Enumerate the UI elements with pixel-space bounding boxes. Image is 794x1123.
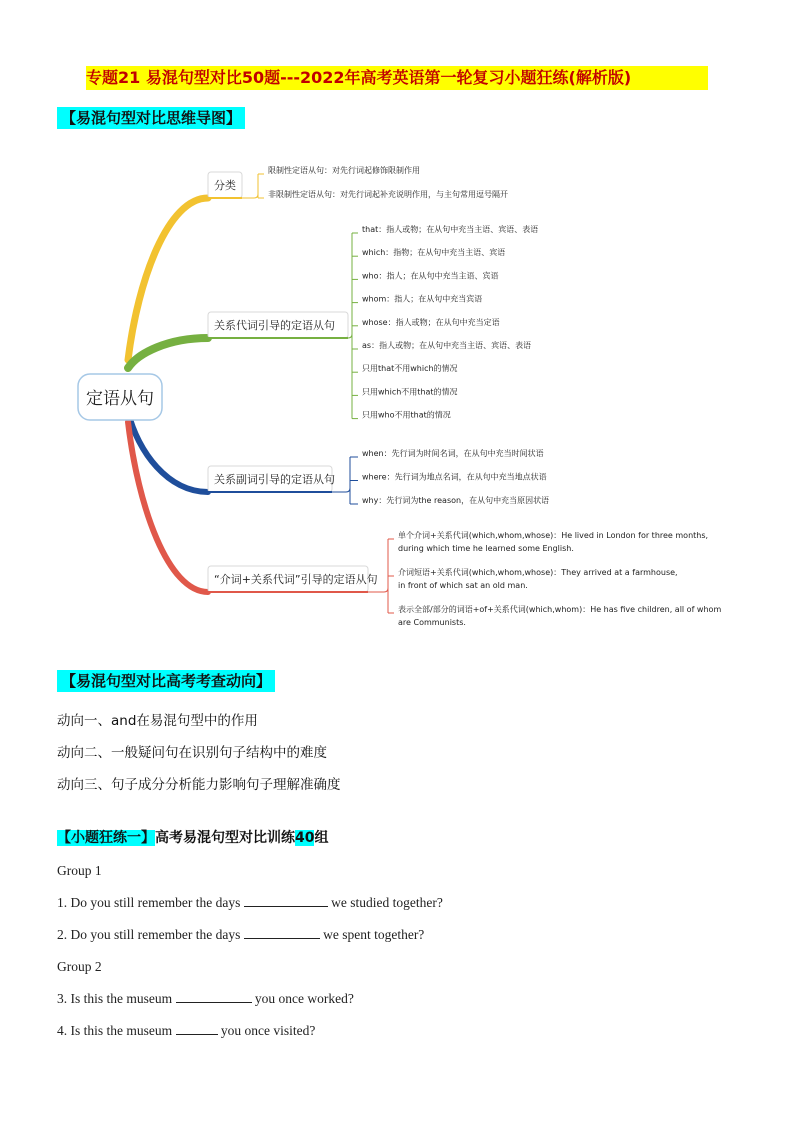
question-4	[57, 1022, 315, 1040]
mindmap-leaf-3-1: when：先行词为时间名词，在从句中充当时间状语	[362, 449, 544, 458]
mindmap-leaf-2-2: which：指物；在从句中充当主语、宾语	[362, 248, 506, 258]
mindmap-bracket-stem-4	[368, 588, 388, 592]
question-3-after: you once worked?	[254, 991, 354, 1006]
question-3	[57, 990, 354, 1008]
answer-blank-2[interactable]	[244, 926, 320, 939]
question-1-before: 1. Do you still remember the days	[57, 895, 241, 910]
question-2-after: we spent together?	[323, 927, 425, 942]
document-title: 专题21 易混句型对比50题---2022年高考英语第一轮复习小题狂练(解析版)	[86, 66, 708, 90]
mindmap-bracket-stem-1	[242, 194, 258, 198]
mindmap-leaf-3-2: where：先行词为地点名词，在从句中充当地点状语	[362, 472, 547, 482]
question-4-before: 4. Is this the museum	[57, 1023, 173, 1038]
mindmap-group	[78, 165, 721, 627]
mindmap-leaf-1-2: 非限制性定语从句：对先行词起补充说明作用，与主句常用逗号隔开	[268, 190, 508, 199]
mindmap-branch-label-1: 分类	[214, 179, 236, 192]
trend-item-3: 动向三、句子成分分析能力影响句子理解准确度	[57, 777, 341, 793]
mindmap-leaf-4-2-cont: in front of which sat an old man.	[398, 581, 528, 590]
mindmap-bracket-stem-3	[332, 488, 350, 492]
mindmap-leaf-3-3: why：先行词为the reason，在从句中充当原因状语	[362, 496, 550, 505]
mindmap-leaf-4-2: 介词短语+关系代词(which,whom,whose)：They arrived at a farmhouse,	[398, 568, 678, 577]
trend-item-1: 动向一、and在易混句型中的作用	[57, 713, 258, 729]
mindmap-branch-label-3: 关系副词引导的定语从句	[214, 473, 335, 486]
answer-blank-1[interactable]	[244, 894, 328, 907]
question-1	[57, 894, 443, 912]
mindmap-leaf-2-3: who：指人；在从句中充当主语、宾语	[362, 271, 499, 281]
answer-blank-4[interactable]	[176, 1022, 218, 1035]
mindmap-branch-label-4: “介词+关系代词”引导的定语从句	[214, 573, 378, 586]
mindmap-leaf-2-7: 只用that不用which的情况	[362, 364, 458, 374]
question-3-before: 3. Is this the museum	[57, 991, 173, 1006]
mindmap-heading: 【易混句型对比思维导图】	[57, 107, 245, 129]
mindmap-leaf-4-3: 表示全部/部分的词语+of+关系代词(which,whom)：He has five children, all of whom	[398, 605, 722, 614]
group-label-1: Group 1	[57, 863, 102, 878]
drill-heading	[57, 828, 328, 848]
mindmap-root-label: 定语从句	[86, 389, 154, 409]
mindmap-bracket-stem-2	[348, 334, 352, 338]
question-1-after: we studied together?	[331, 895, 443, 910]
mindmap-leaf-1-1: 限制性定语从句：对先行词起修饰限制作用	[268, 166, 420, 175]
drill-heading-number: 40	[295, 830, 315, 846]
mindmap-diagram	[0, 140, 794, 640]
mindmap-leaf-2-4: whom：指人；在从句中充当宾语	[362, 294, 483, 304]
question-2-before: 2. Do you still remember the days	[57, 927, 241, 942]
drill-heading-prefix: 【小题狂练一】	[57, 830, 155, 846]
question-2	[57, 926, 424, 944]
mindmap-leaf-2-6: as：指人或物；在从句中充当主语、宾语、表语	[362, 341, 532, 350]
trends-heading: 【易混句型对比高考考查动向】	[57, 670, 275, 692]
mindmap-leaf-4-3-cont: are Communists.	[398, 618, 466, 627]
drill-heading-middle: 高考易混句型对比训练	[155, 830, 295, 846]
mindmap-leaf-2-5: whose：指人或物；在从句中充当定语	[362, 317, 500, 327]
answer-blank-3[interactable]	[176, 990, 252, 1003]
mindmap-leaf-2-9: 只用who不用that的情况	[362, 410, 451, 420]
mindmap-branch-curve-2	[128, 338, 208, 368]
question-4-after: you once visited?	[220, 1023, 316, 1038]
mindmap-leaf-2-1: that：指人或物；在从句中充当主语、宾语、表语	[362, 225, 539, 234]
mindmap-leaf-2-8: 只用which不用that的情况	[362, 387, 458, 397]
mindmap-leaf-4-1: 单个介词+关系代词(which,whom,whose)：He lived in London for three months,	[398, 531, 709, 540]
trend-item-2: 动向二、一般疑问句在识别句子结构中的难度	[57, 745, 327, 761]
group-label-2: Group 2	[57, 959, 102, 974]
mindmap-branch-label-2: 关系代词引导的定语从句	[214, 319, 335, 332]
mindmap-leaf-4-1-cont: during which time he learned some English.	[398, 544, 574, 553]
drill-heading-suffix: 组	[314, 830, 329, 846]
